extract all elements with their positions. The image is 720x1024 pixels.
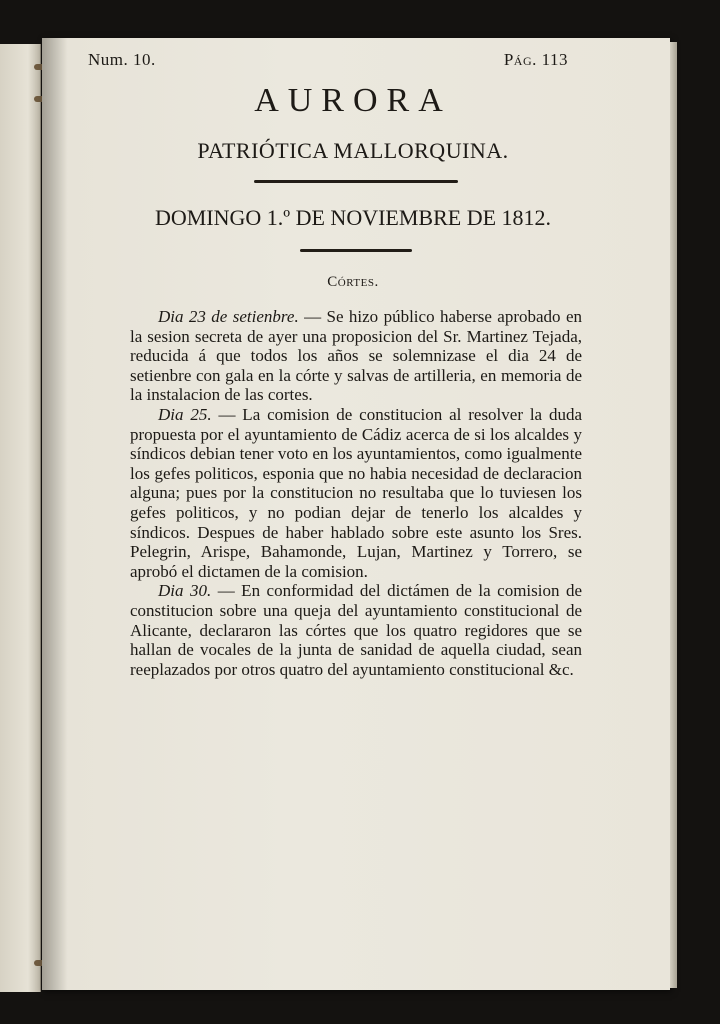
decorative-rule <box>254 180 458 183</box>
page-gutter-shadow <box>42 38 68 990</box>
entry-date: Dia 23 de setienbre. <box>158 307 299 326</box>
entry-date: Dia 25. <box>158 404 212 424</box>
entry-paragraph <box>130 307 582 405</box>
page-stack-edge <box>670 42 677 988</box>
facing-page-edge <box>0 44 41 992</box>
entry-text: — Se hizo público haberse aprobado en la sesion secreta de ayer una proposicion del Sr. Martinez Tejada, reducida á que todos los años se solemnizase el dia 24 de setienbre con gala en la córte y salvas de artilleria, en memoria de la instalacion de las cortes. <box>130 307 582 405</box>
page-number: Pág. 113 <box>503 50 568 69</box>
issue-number: Num. 10. <box>88 50 156 69</box>
entry-text: — En conformidad del dictámen de la comision de constitucion sobre una queja del ayuntamiento constitucional de Alicante, declararon las córtes que los quatro regidores que se hallan de vocales de la junta de sanidad de aquella ciudad, sean reeplazados por otros quatro del ayuntamiento constitucional &c. <box>130 581 583 679</box>
section-heading: Córtes. <box>327 274 379 290</box>
entry-paragraph <box>130 581 582 679</box>
page-content <box>88 50 588 679</box>
decorative-rule <box>300 249 412 252</box>
entry-date: Dia 30. <box>158 581 212 601</box>
running-header <box>88 50 588 70</box>
masthead-subtitle: PATRIÓTICA MALLORQUINA. <box>197 138 509 163</box>
entry-text: — La comision de constitucion al resolver la duda propuesta por el ayuntamiento de Cádiz acerca de si los alcaldes y síndicos debian tener voto en los ayuntamientos, como igualmente los gefes politicos, esponia que no habia necesidad de declaracion alguna; pues por la constitucion no resultaba que lo tuviesen los gefes politicos, y no podian dejar de tenerlo los alcaldes y síndicos. Despues de haber hablado sobre este asunto los Sres. Pelegrin, Arispe, Bahamonde, Lujan, Martinez y Torrero, se aprobó el dictamen de la comision. <box>130 404 582 581</box>
masthead-title: AURORA <box>254 82 452 119</box>
issue-date: DOMINGO 1.º DE NOVIEMBRE DE 1812. <box>154 205 552 230</box>
article-body <box>130 307 582 679</box>
entry-paragraph <box>130 405 582 581</box>
